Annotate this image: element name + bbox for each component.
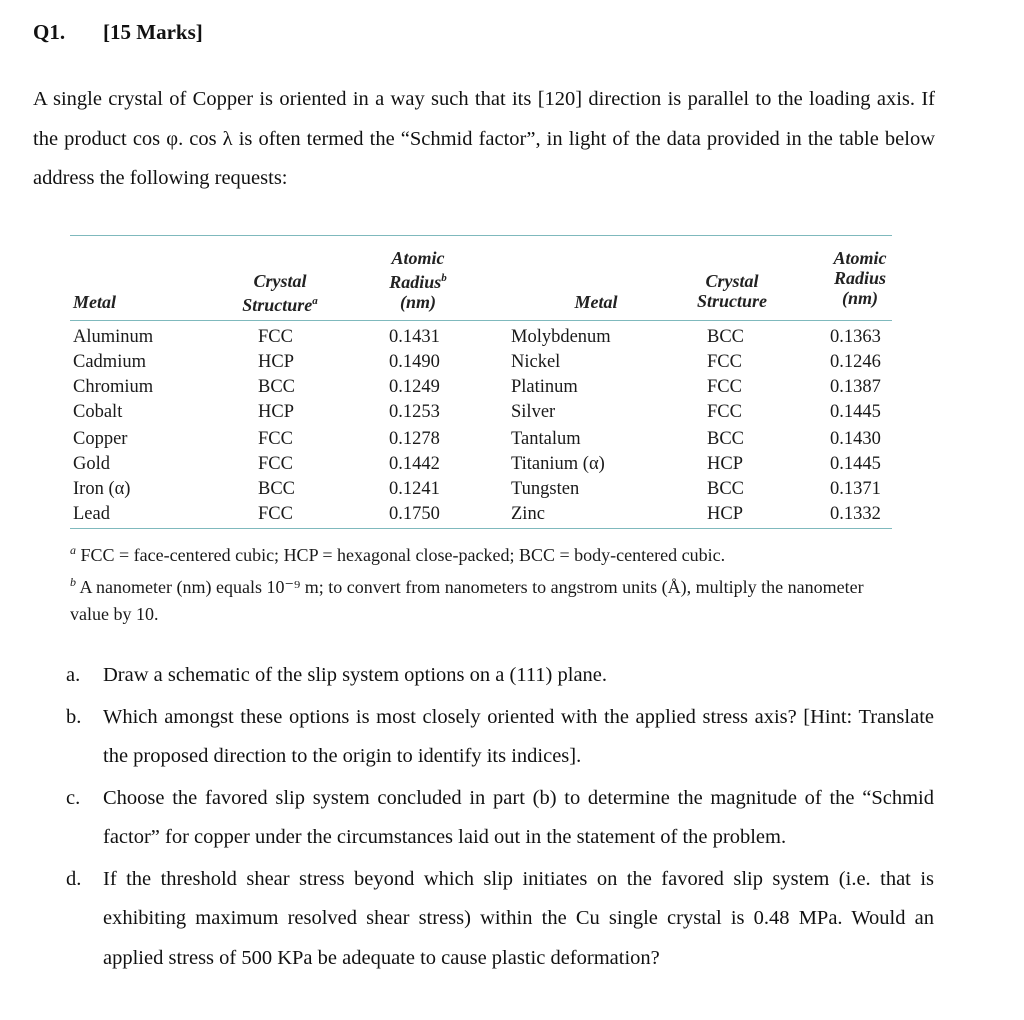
table-cell: Titanium (α)	[511, 454, 605, 474]
table-cell: HCP	[258, 402, 294, 422]
table-cell: HCP	[707, 454, 743, 474]
question-header	[33, 20, 203, 45]
part-c	[66, 779, 934, 858]
table-cell: BCC	[707, 327, 745, 347]
table-cell: 0.1442	[389, 454, 440, 474]
table-cell: 0.1445	[830, 402, 881, 422]
footnote-a: $^a$ FCC = face-centered cubic; HCP = hexagonal close-packed; BCC = body-centered cubic.	[70, 543, 726, 565]
part-text: Choose the favored slip system concluded in part (b) to determine the magnitude of the “Schmid factor” for copper under the circumstances laid out in the statement of the problem.	[103, 786, 934, 848]
question-intro: A single crystal of Copper is oriented in a way such that its [120] direction is parallel to the loading axis. If the product cos φ. cos λ is often termed the “Schmid factor”, in light of the data provided in the table below address the following requests:	[33, 88, 935, 189]
header-structure-right: Crystal Structure	[696, 271, 768, 311]
header-metal-left: Metal	[73, 292, 116, 312]
table-cell: 0.1246	[830, 352, 881, 372]
table-cell: Copper	[73, 429, 128, 449]
table-cell: 0.1249	[389, 377, 440, 397]
header-structure-left: Crystal Structure$^a$	[242, 271, 318, 315]
table-cell: Tantalum	[511, 429, 581, 449]
header-radius-right: Atomic Radius (nm)	[833, 248, 887, 308]
table-cell: BCC	[258, 479, 296, 499]
part-text: Which amongst these options is most closely oriented with the applied stress axis? [Hint: Translate the proposed direction to the origin to identify its indices].	[103, 705, 934, 767]
left-metal-column	[73, 325, 153, 527]
table-cell: Chromium	[73, 377, 154, 397]
question-marks: [15 Marks]	[103, 20, 203, 44]
table-cell: 0.1371	[830, 479, 881, 499]
table-cell: 0.1431	[389, 327, 440, 347]
table-cell: 0.1278	[389, 429, 440, 449]
right-structure-column	[707, 325, 744, 527]
right-metal-column	[511, 325, 611, 527]
part-label: a.	[66, 664, 81, 686]
table-cell: FCC	[707, 402, 742, 422]
table-cell: BCC	[707, 479, 745, 499]
table-cell: 0.1750	[389, 504, 440, 524]
question-number: Q1.	[33, 20, 66, 44]
table-cell: HCP	[707, 504, 743, 524]
table-cell: Platinum	[511, 377, 578, 397]
part-a	[66, 656, 934, 696]
table-cell: FCC	[258, 327, 293, 347]
header-radius-left: Atomic Radius$^b$ (nm)	[389, 248, 447, 312]
left-radius-column	[389, 325, 440, 527]
table-footnotes	[70, 537, 900, 628]
table-cell: 0.1241	[389, 479, 440, 499]
part-label: d.	[66, 867, 82, 890]
table-header-rule	[70, 320, 892, 321]
table-cell: 0.1387	[830, 377, 881, 397]
table-cell: 0.1332	[830, 504, 881, 524]
table-cell: Tungsten	[511, 479, 580, 499]
table-cell: 0.1363	[830, 327, 881, 347]
part-text: Draw a schematic of the slip system options on a (111) plane.	[103, 664, 608, 686]
header-metal-right: Metal	[574, 292, 618, 312]
question-parts	[66, 656, 934, 980]
part-d	[66, 860, 934, 979]
table-top-rule	[70, 235, 892, 236]
table-cell: FCC	[258, 454, 293, 474]
table-cell: FCC	[707, 352, 742, 372]
part-label: c.	[66, 786, 81, 809]
table-cell: Molybdenum	[511, 327, 611, 347]
table-bottom-rule	[70, 528, 892, 529]
part-b	[66, 698, 934, 777]
table-cell: FCC	[258, 429, 293, 449]
table-cell: 0.1445	[830, 454, 881, 474]
part-text: If the threshold shear stress beyond which slip initiates on the favored slip system (i.e. that is exhibiting maximum resolved shear stress) within the Cu single crystal is 0.48 MPa. Would an applied stress of 500 KPa be adequate to cause plastic deformation?	[103, 867, 934, 969]
part-label: b.	[66, 705, 82, 728]
left-structure-column	[258, 325, 295, 527]
table-cell: BCC	[258, 377, 296, 397]
table-cell: Lead	[73, 504, 110, 524]
table-cell: Silver	[511, 402, 556, 422]
table-cell: 0.1490	[389, 352, 440, 372]
footnote-b: $^b$ A nanometer (nm) equals 10⁻⁹ m; to convert from nanometers to angstrom units (Å), multiply the nanometer value by 10.	[70, 575, 864, 624]
table-cell: BCC	[707, 429, 745, 449]
table-cell: Aluminum	[73, 327, 154, 347]
table-cell: Cadmium	[73, 352, 146, 372]
table-cell: Cobalt	[73, 402, 123, 422]
table-cell: 0.1430	[830, 429, 881, 449]
table-cell: 0.1253	[389, 402, 440, 422]
table-cell: HCP	[258, 352, 294, 372]
table-cell: Gold	[73, 454, 110, 474]
table-cell: FCC	[258, 504, 293, 524]
table-cell: Nickel	[511, 352, 561, 372]
table-cell: Iron (α)	[73, 479, 131, 499]
table-cell: FCC	[707, 377, 742, 397]
table-cell: Zinc	[511, 504, 545, 524]
right-radius-column	[830, 325, 881, 527]
